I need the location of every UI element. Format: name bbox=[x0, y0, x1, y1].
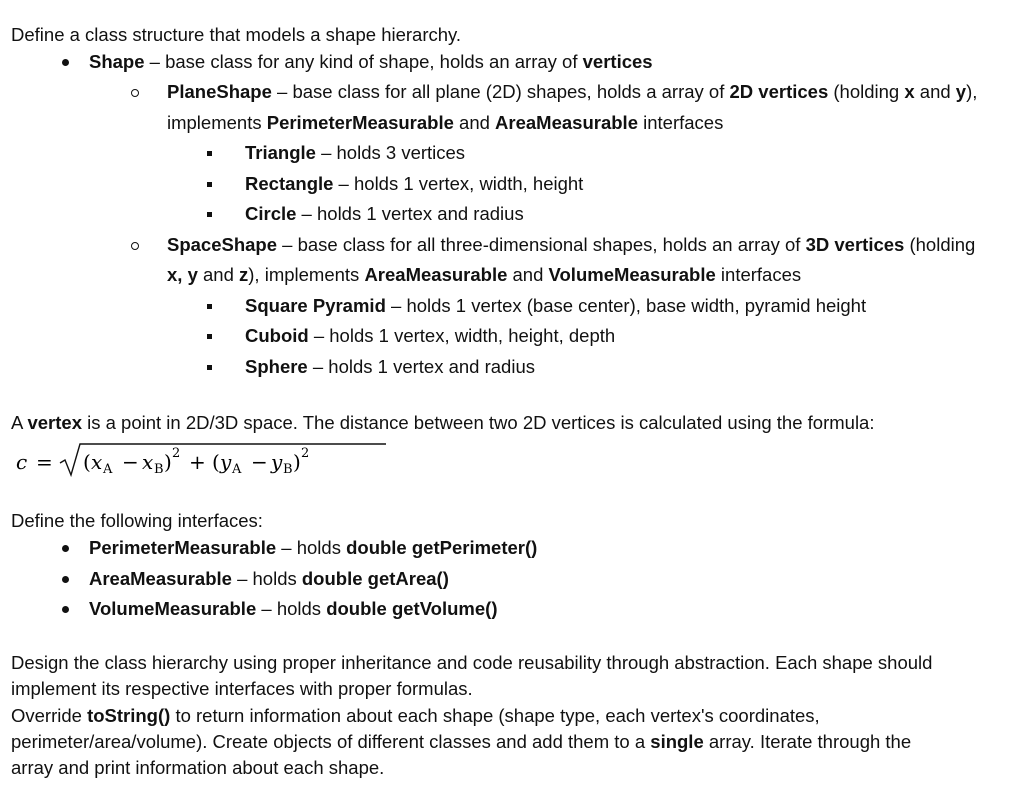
hollow-bullet-icon bbox=[131, 242, 139, 250]
spaceshape-xy: x, y bbox=[167, 264, 198, 285]
shape-bold-end: vertices bbox=[582, 51, 653, 72]
override-text: Override bbox=[11, 705, 88, 726]
spaceshape-item bbox=[167, 234, 975, 256]
spaceshape-text: and bbox=[507, 264, 549, 285]
rectangle-desc: – holds 1 vertex, width, height bbox=[333, 173, 584, 194]
bullet-icon bbox=[62, 576, 69, 583]
formula-y-b: y bbox=[271, 450, 283, 474]
circle-desc: – holds 1 vertex and radius bbox=[296, 203, 524, 224]
square-bullet-icon bbox=[207, 304, 212, 309]
vertex-text: is a point in 2D/3D space. The distance between two 2D vertices is calculated using the formula: bbox=[81, 412, 875, 433]
planeshape-y: y bbox=[955, 81, 967, 102]
formula-minus: − bbox=[251, 450, 268, 474]
planeshape-desc: – base class for all plane (2D) shapes, holds a array of bbox=[271, 81, 730, 102]
override-text: array. Iterate through the bbox=[703, 731, 912, 752]
distance-formula bbox=[14, 441, 394, 481]
spaceshape-desc: – base class for all three-dimensional shapes, holds an array of bbox=[277, 234, 806, 255]
formula-paren: ) bbox=[164, 450, 172, 474]
square-pyramid-desc: – holds 1 vertex (base center), base width, pyramid height bbox=[385, 295, 867, 316]
square-bullet-icon bbox=[207, 334, 212, 339]
sphere-item bbox=[245, 356, 535, 378]
vertex-bold: vertex bbox=[27, 412, 82, 433]
rectangle-name: Rectangle bbox=[245, 173, 334, 194]
circle-item bbox=[245, 203, 524, 225]
interface-item bbox=[89, 537, 537, 559]
design-paragraph-line: Design the class hierarchy using proper inheritance and code reusability through abstraction. Each shape should bbox=[11, 652, 933, 673]
volume-measurable-ref: VolumeMeasurable bbox=[548, 264, 716, 285]
spaceshape-z: z bbox=[239, 264, 249, 285]
override-text: perimeter/area/volume). Create objects of different classes and add them to a bbox=[11, 731, 651, 752]
spaceshape-text: and bbox=[197, 264, 240, 285]
interface-name: PerimeterMeasurable bbox=[89, 537, 277, 558]
spaceshape-text: (holding bbox=[904, 234, 976, 255]
spaceshape-text: interfaces bbox=[715, 264, 802, 285]
square-bullet-icon bbox=[207, 365, 212, 370]
planeshape-text: and bbox=[453, 112, 496, 133]
interface-name: VolumeMeasurable bbox=[89, 598, 257, 619]
triangle-item bbox=[245, 142, 465, 164]
tostring-bold: toString() bbox=[87, 705, 171, 726]
spaceshape-name: SpaceShape bbox=[167, 234, 278, 255]
override-paragraph-line bbox=[11, 731, 911, 753]
circle-name: Circle bbox=[245, 203, 297, 224]
planeshape-name: PlaneShape bbox=[167, 81, 272, 102]
formula-equals: = bbox=[36, 450, 53, 474]
interface-name: AreaMeasurable bbox=[89, 568, 232, 589]
vertex-definition bbox=[11, 412, 874, 434]
override-paragraph-line: array and print information about each shape. bbox=[11, 757, 385, 778]
formula-plus: + bbox=[189, 450, 206, 474]
formula-sup-2: 2 bbox=[301, 446, 310, 461]
cuboid-name: Cuboid bbox=[245, 325, 309, 346]
triangle-name: Triangle bbox=[245, 142, 316, 163]
interface-item bbox=[89, 568, 449, 590]
formula-c: c bbox=[16, 450, 28, 474]
interfaces-intro: Define the following interfaces: bbox=[11, 510, 263, 531]
override-paragraph-line bbox=[11, 705, 820, 727]
formula-sup-2: 2 bbox=[172, 446, 181, 461]
sphere-name: Sphere bbox=[245, 356, 308, 377]
planeshape-2d-vertices: 2D vertices bbox=[729, 81, 829, 102]
formula-minus: − bbox=[122, 450, 139, 474]
square-pyramid-name: Square Pyramid bbox=[245, 295, 386, 316]
interface-method: double getPerimeter() bbox=[346, 537, 538, 558]
planeshape-item-cont bbox=[167, 112, 723, 134]
intro-text: Define a class structure that models a shape hierarchy. bbox=[11, 24, 462, 45]
interface-method: double getArea() bbox=[301, 568, 449, 589]
cuboid-desc: – holds 1 vertex, width, height, depth bbox=[308, 325, 616, 346]
formula-x-a: x bbox=[91, 450, 103, 474]
formula-sub-b: B bbox=[154, 462, 164, 477]
vertex-text: A bbox=[11, 412, 28, 433]
planeshape-x: x bbox=[904, 81, 915, 102]
bullet-icon bbox=[62, 59, 69, 66]
shape-name: Shape bbox=[89, 51, 145, 72]
override-text: to return information about each shape (shape type, each vertex's coordinates, bbox=[170, 705, 820, 726]
spaceshape-3d-vertices: 3D vertices bbox=[805, 234, 905, 255]
sphere-desc: – holds 1 vertex and radius bbox=[307, 356, 535, 377]
cuboid-item bbox=[245, 325, 615, 347]
shape-item bbox=[89, 51, 653, 73]
interface-method: double getVolume() bbox=[326, 598, 498, 619]
shape-desc: – base class for any kind of shape, holds an array of bbox=[144, 51, 583, 72]
bullet-icon bbox=[62, 606, 69, 613]
bullet-icon bbox=[62, 545, 69, 552]
planeshape-item bbox=[167, 81, 977, 103]
interface-sep: – holds bbox=[256, 598, 327, 619]
planeshape-text: ), bbox=[966, 81, 978, 102]
formula-x-b: x bbox=[142, 450, 154, 474]
hollow-bullet-icon bbox=[131, 89, 139, 97]
spaceshape-item-cont bbox=[167, 264, 801, 286]
square-pyramid-item bbox=[245, 295, 866, 317]
formula-paren: ( bbox=[212, 450, 220, 474]
planeshape-text: implements bbox=[167, 112, 267, 133]
area-measurable-ref: AreaMeasurable bbox=[495, 112, 638, 133]
formula-y-a: y bbox=[220, 450, 232, 474]
square-bullet-icon bbox=[207, 182, 212, 187]
planeshape-text: interfaces bbox=[637, 112, 724, 133]
design-paragraph-line: implement its respective interfaces with proper formulas. bbox=[11, 678, 473, 699]
planeshape-text: (holding bbox=[828, 81, 905, 102]
square-bullet-icon bbox=[207, 151, 212, 156]
planeshape-text: and bbox=[914, 81, 956, 102]
formula-sub-b: B bbox=[283, 462, 293, 477]
area-measurable-ref: AreaMeasurable bbox=[364, 264, 508, 285]
formula-paren: ( bbox=[83, 450, 91, 474]
triangle-desc: – holds 3 vertices bbox=[315, 142, 466, 163]
spaceshape-text: ), implements bbox=[248, 264, 365, 285]
interface-item bbox=[89, 598, 497, 620]
formula-sub-a: A bbox=[232, 462, 242, 477]
interface-sep: – holds bbox=[231, 568, 302, 589]
formula-sub-a: A bbox=[103, 462, 113, 477]
square-bullet-icon bbox=[207, 212, 212, 217]
rectangle-item bbox=[245, 173, 583, 195]
interface-sep: – holds bbox=[276, 537, 347, 558]
perimeter-measurable-ref: PerimeterMeasurable bbox=[266, 112, 454, 133]
formula-paren: ) bbox=[293, 450, 301, 474]
single-bold: single bbox=[650, 731, 704, 752]
